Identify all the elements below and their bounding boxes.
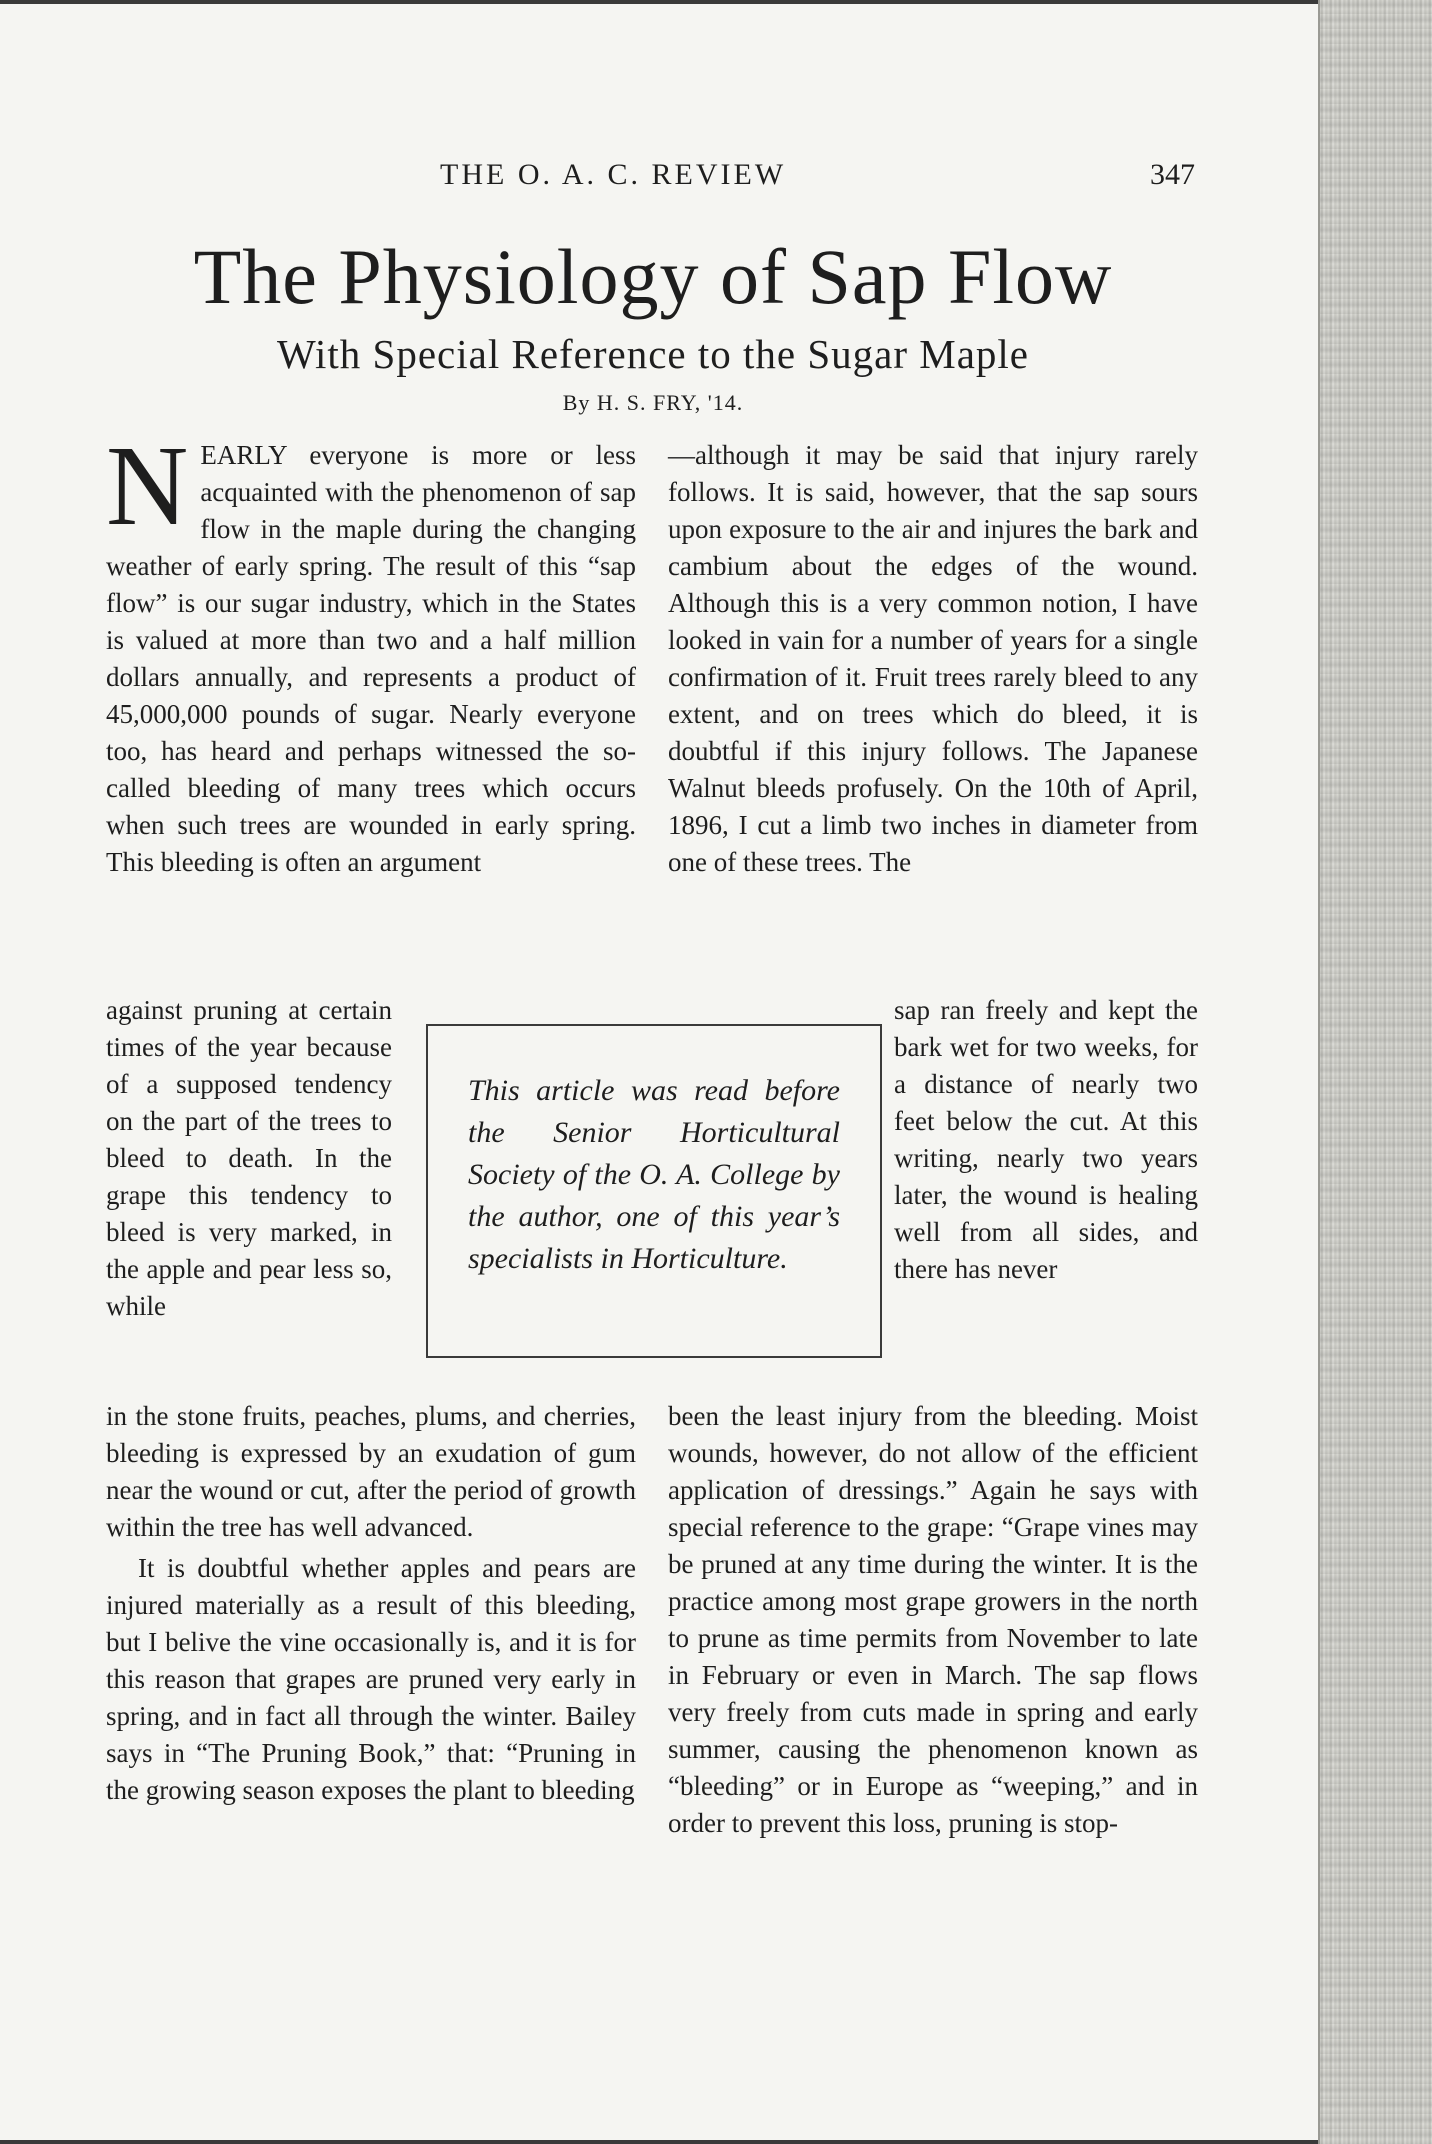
left-bottom-paragraph-1: in the stone fruits, peaches, plums, and cherries, bleeding is expressed by an exudation of gum near the wound or cut, after the period of growth within the tree has well advanced. bbox=[106, 1401, 636, 1542]
article-title: The Physiology of Sap Flow bbox=[193, 233, 1113, 320]
left-bottom-paragraph-2: It is doubtful whether apples and pears are injured materially as a result of this bleeding, but I belive the vine occasionally is, and it is for this reason that grapes are pruned very early in spring, and in fact all through the winter. Bailey says in “The Pruning Book,” that: “Pruning in the growing season exposes the plant to bleeding bbox=[106, 1553, 636, 1805]
right-wrap-paragraph: sap ran freely and kept the bark wet for two weeks, for a distance of nearly two feet below the cut. At this writing, nearly two years later, the wound is healing well from all sides, and there has never bbox=[894, 995, 1198, 1284]
right-column-bottom bbox=[668, 1398, 1198, 1842]
left-column-bottom bbox=[106, 1398, 636, 1809]
right-top-paragraph: —although it may be said that injury rarely follows. It is said, however, that the sap sours upon exposure to the air and injures the bark and cambium about the edges of the wound. Although this is a very common notion, I have looked in vain for a number of years for a single confirmation of it. Fruit trees rarely bleed to any extent, and on trees which do bleed, it is doubtful if this injury follows. The Japanese Walnut bleeds profusely. On the 10th of April, 1896, I cut a limb two inches in diameter from one of these trees. The bbox=[668, 440, 1198, 877]
drop-cap: N bbox=[106, 422, 189, 549]
bottom-border bbox=[0, 2140, 1320, 2144]
page-number: 347 bbox=[1150, 158, 1195, 191]
left-wrap-text bbox=[106, 992, 392, 1325]
left-wrap-paragraph: against pruning at certain times of the year because of a supposed tendency on the part of the trees to bleed to death. In the grape this tendency to bleed is very marked, in the apple and pear less so, while bbox=[106, 995, 392, 1321]
intro-paragraph: EARLY everyone is more or less acquainted with the phenomenon of sap flow in the maple during the changing weather of early spring. The result of this “sap flow” is our sugar industry, which in the States is valued at more than two and a half million dollars annually, and represents a product of 45,000,000 pounds of sugar. Nearly everyone too, has heard and perhaps witnessed the so-called bleeding of many trees which occurs when such trees are wounded in early spring. This bleeding is often an argument bbox=[106, 440, 636, 877]
running-head: THE O. A. C. REVIEW bbox=[440, 158, 787, 191]
right-bottom-paragraph: been the least injury from the bleeding. Moist wounds, however, do not allow of the efficient application of dressings.” Again he says with special reference to the grape: “Grape vines may be pruned at any time during the winter. It is the practice among most grape growers in the north to prune as time permits from November to late in February or even in March. The sap flows very freely from cuts made in spring and early summer, causing the phenomenon known as “bleeding” or in Europe as “weeping,” and in order to prevent this loss, pruning is stop- bbox=[668, 1401, 1198, 1838]
book-page-edge bbox=[1318, 0, 1432, 2144]
right-column-top bbox=[668, 437, 1198, 881]
right-wrap-text bbox=[894, 992, 1198, 1288]
top-border bbox=[0, 0, 1320, 4]
article-note-box bbox=[426, 1024, 882, 1358]
article-note: This article was read before the Senior Horticultural Society of the O. A. College by the author, one of this year’s specialists in Horticulture. bbox=[468, 1074, 840, 1275]
article-subtitle: With Special Reference to the Sugar Maple bbox=[276, 331, 1030, 377]
left-column-top bbox=[106, 422, 636, 881]
byline: By H. S. FRY, '14. bbox=[562, 390, 744, 415]
